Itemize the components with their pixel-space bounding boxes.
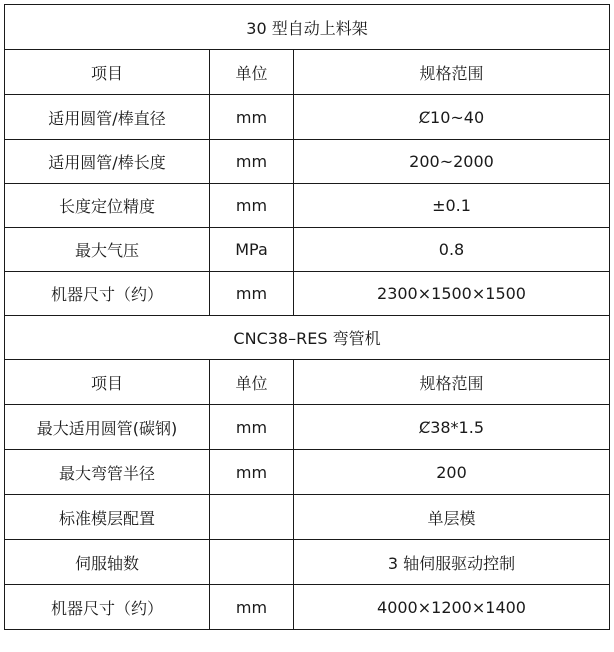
cell-unit: mm	[210, 272, 294, 316]
header-unit: 单位	[210, 50, 294, 95]
cell-item: 适用圆管/棒长度	[5, 140, 210, 184]
cell-spec: 3 轴伺服驱动控制	[294, 540, 610, 585]
cell-unit: mm	[210, 450, 294, 495]
table-row	[5, 228, 610, 272]
cell-spec: Ȼ38*1.5	[294, 405, 610, 450]
table-row	[5, 495, 610, 540]
section-title: 30 型自动上料架	[5, 5, 610, 50]
cell-item: 最大适用圆管(碳钢)	[5, 405, 210, 450]
table-row	[5, 585, 610, 630]
header-spec: 规格范围	[294, 360, 610, 405]
spec-table	[4, 4, 610, 630]
table-row	[5, 140, 610, 184]
table-row	[5, 540, 610, 585]
header-row	[5, 360, 610, 405]
cell-spec: Ȼ10~40	[294, 95, 610, 140]
cell-unit	[210, 495, 294, 540]
section-title: CNC38–RES 弯管机	[5, 316, 610, 360]
cell-unit	[210, 540, 294, 585]
cell-item: 适用圆管/棒直径	[5, 95, 210, 140]
section-title-row	[5, 5, 610, 50]
cell-spec: 单层模	[294, 495, 610, 540]
cell-spec: ±0.1	[294, 184, 610, 228]
cell-item: 伺服轴数	[5, 540, 210, 585]
table-row	[5, 450, 610, 495]
cell-spec: 200~2000	[294, 140, 610, 184]
cell-spec: 2300×1500×1500	[294, 272, 610, 316]
header-item: 项目	[5, 50, 210, 95]
header-item: 项目	[5, 360, 210, 405]
cell-unit: mm	[210, 585, 294, 630]
cell-spec: 4000×1200×1400	[294, 585, 610, 630]
table-row	[5, 272, 610, 316]
cell-item: 最大弯管半径	[5, 450, 210, 495]
cell-item: 标准模层配置	[5, 495, 210, 540]
header-row	[5, 50, 610, 95]
cell-item: 长度定位精度	[5, 184, 210, 228]
cell-unit: mm	[210, 95, 294, 140]
table-row	[5, 184, 610, 228]
table-row	[5, 405, 610, 450]
cell-unit: mm	[210, 140, 294, 184]
cell-spec: 0.8	[294, 228, 610, 272]
cell-item: 机器尺寸（约）	[5, 272, 210, 316]
header-unit: 单位	[210, 360, 294, 405]
cell-unit: MPa	[210, 228, 294, 272]
table-row	[5, 95, 610, 140]
cell-unit: mm	[210, 405, 294, 450]
cell-item: 最大气压	[5, 228, 210, 272]
section-title-row	[5, 316, 610, 360]
cell-spec: 200	[294, 450, 610, 495]
header-spec: 规格范围	[294, 50, 610, 95]
cell-item: 机器尺寸（约）	[5, 585, 210, 630]
cell-unit: mm	[210, 184, 294, 228]
